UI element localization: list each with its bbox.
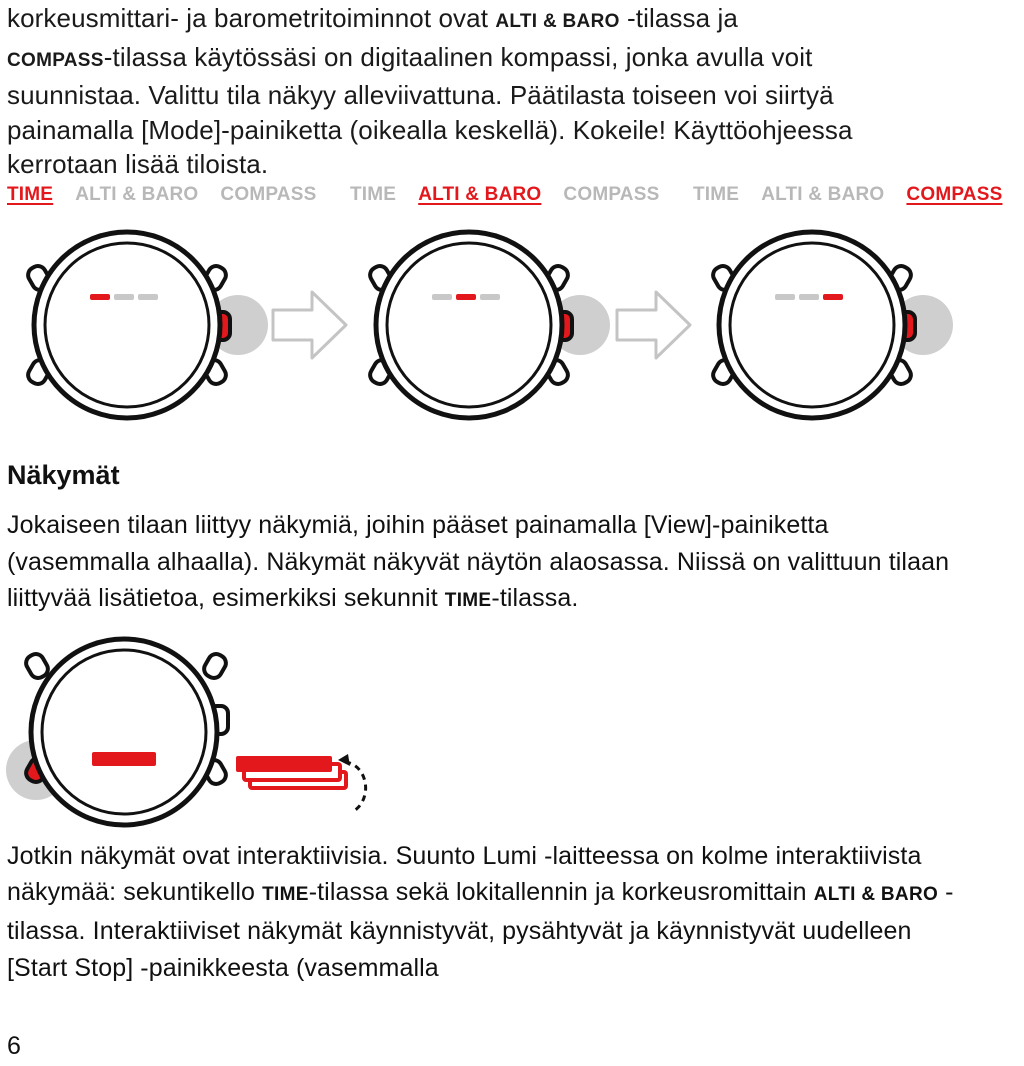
button-top-right [201, 651, 229, 681]
interactive-paragraph [7, 838, 957, 986]
mode-label-alti-baro: ALTI & BARO [418, 184, 542, 205]
page-number: 6 [7, 1032, 21, 1060]
mode-label-compass: COMPASS [563, 184, 660, 205]
watch-display [42, 650, 206, 814]
section-heading-views: Näkymät [7, 460, 120, 490]
interactive-text-2: -tilassa sekä lokitallennin ja korkeusromittain [308, 878, 814, 907]
watch-diagram-alti-baro [362, 228, 602, 428]
watch-diagram-views [0, 620, 400, 830]
mode-labels-compass [693, 184, 1024, 206]
mode-name-time: TIME [262, 884, 309, 906]
views-text-2: -tilassa. [491, 584, 579, 612]
intro-text-3: -tilassa käytössäsi on digitaalinen kompassi, jonka avulla voit suunnistaa. Valittu tila näkyy alleviivattuna. Päätilasta toiseen voi siirtyä painamalla [Mode]-painiketta (oikealla keskellä). Kokeile! Käyttöohjeessa kerrotaan lisää tiloista. [7, 41, 853, 180]
mode-label-time: TIME [693, 184, 740, 205]
watch-diagram-compass [705, 228, 945, 428]
mode-indicator-alti-baro [114, 294, 134, 300]
mode-label-alti-baro: ALTI & BARO [761, 184, 885, 205]
mode-indicator-compass [138, 294, 158, 300]
mode-name-alti-baro: ALTI & BARO [813, 884, 939, 906]
mode-indicator-alti-baro [799, 294, 819, 300]
mode-indicator-time [432, 294, 452, 300]
mode-name-time: TIME [444, 590, 492, 611]
view-stack-front [236, 756, 332, 772]
mode-label-time: TIME [7, 184, 54, 205]
watch-display [730, 243, 894, 407]
mode-indicator-time [90, 294, 110, 300]
intro-paragraph [7, 1, 952, 182]
views-text-1: Jokaiseen tilaan liittyy näkymiä, joihin pääset painamalla [View]-painiketta (vasemmalla alhaalla). Näkymät näkyvät näytön alaosassa. Niissä on valittuun tilaan liittyvää lisätietoa, esimerkiksi sekunnit [7, 511, 950, 612]
mode-indicator-time [775, 294, 795, 300]
mode-labels-time [7, 184, 338, 206]
views-paragraph [7, 507, 957, 620]
mode-name-alti-baro: ALTI & BARO [495, 11, 620, 32]
mode-name-compass: COMPASS [7, 49, 104, 71]
mode-label-time: TIME [350, 184, 397, 205]
mode-indicator-compass [480, 294, 500, 300]
watch-display [387, 243, 551, 407]
intro-text-2: -tilassa ja [619, 3, 738, 33]
view-indicator [92, 752, 156, 766]
mode-labels-alti-baro [350, 184, 681, 206]
cycle-arrow-icon [345, 762, 366, 812]
arrow-right-icon [270, 288, 350, 362]
mode-label-compass: COMPASS [220, 184, 317, 205]
interactive-text-1: Jotkin näkymät ovat interaktiivisia. Suunto Lumi -laitteessa on kolme interaktiivista näkymää: sekuntikello [7, 842, 922, 907]
mode-indicator-alti-baro [456, 294, 476, 300]
mode-label-alti-baro: ALTI & BARO [75, 184, 199, 205]
intro-text-1: korkeusmittari- ja barometritoiminnot ovat [7, 3, 496, 33]
watch-display [45, 243, 209, 407]
interactive-text-3: -tilassa. Interaktiiviset näkymät käynnistyvät, pysähtyvät ja käynnistyvät uudelleen [Start Stop] -painikkeesta (vasemmalla [7, 878, 954, 982]
watch-diagram-time [20, 228, 260, 428]
arrow-right-icon [614, 288, 694, 362]
mode-indicator-compass [823, 294, 843, 300]
mode-label-compass: COMPASS [906, 184, 1003, 205]
